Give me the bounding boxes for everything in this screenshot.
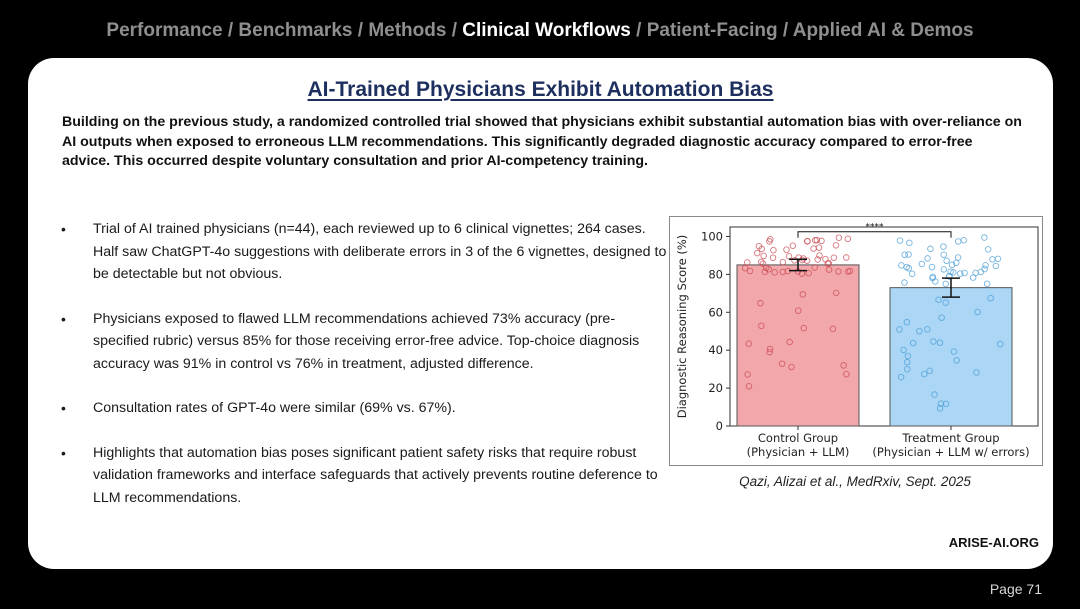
y-tick-label: 100 [701,229,723,244]
data-point [902,252,908,258]
bullet-text: Physicians exposed to flawed LLM recommendations achieved 73% accuracy (pre-specified rubric) versus 85% for those receiving error-free advice. Top-choice diagnosis accuracy was 91% in control vs 76% in treatment, adjusted difference. [93,310,640,372]
data-point [985,247,991,253]
data-point [919,261,925,267]
x-tick-label: Treatment Group [902,431,1000,445]
data-point [941,252,947,258]
nav-item-benchmarks[interactable]: Benchmarks [238,20,353,41]
data-point [816,245,822,251]
data-point [909,271,915,277]
data-point [925,256,931,262]
bullet-marker: • [61,444,66,461]
bullet-list [61,218,671,531]
chart-svg [670,217,1042,465]
bullet-text: Highlights that automation bias poses significant patient safety risks that require robust validation frameworks and interface safeguards that actively prevents routine deference to LLM recommendations. [93,444,658,506]
nav-separator: / [777,20,793,41]
data-point [993,263,999,269]
data-point [907,240,913,246]
data-point [836,235,842,241]
data-point [804,239,810,245]
slide-title: AI-Trained Physicians Exhibit Automation Bias [307,78,774,101]
data-point [944,258,950,264]
citation: Qazi, Alizai et al., MedRxiv, Sept. 2025 [739,474,971,489]
bullet-item [61,442,671,510]
data-point [943,281,949,287]
bullet-item [61,218,671,286]
data-point [982,235,988,241]
data-point [929,264,935,270]
bullet-item [61,308,671,376]
nav-item-methods[interactable]: Methods [368,20,447,41]
data-point [941,267,947,273]
data-point [786,253,792,259]
bullet-marker: • [61,221,66,237]
nav-item-applied-ai-demos[interactable]: Applied AI & Demos [792,20,974,41]
data-point [754,250,760,256]
data-point [955,255,961,261]
bar-treatment [890,288,1012,426]
y-tick-label: 40 [708,343,723,358]
data-point [983,263,989,269]
nav-separator: / [352,20,369,41]
data-point [995,256,1001,262]
bullet-marker: • [61,400,66,416]
data-point [845,236,851,242]
y-axis-label: Diagnostic Reasoning Score (%) [675,234,689,419]
data-point [761,253,767,259]
data-point [780,259,786,265]
data-point [984,281,990,287]
intro-paragraph: Building on the previous study, a randomized controlled trial showed that physicians exhibit substantial automation bias with over-reliance on AI outputs when exposed to erroneous LLM recommendations. This significantly degraded diagnostic accuracy compared to error-free advice. This occurred despite voluntary consultation and prior AI-competency training. [62,114,1022,169]
data-point [899,263,905,269]
data-point [982,266,988,272]
x-tick-label: (Physician + LLM) [746,445,850,459]
y-tick-label: 20 [708,381,723,396]
data-point [790,243,796,249]
data-point [941,244,947,250]
y-tick-label: 60 [708,305,723,320]
bullet-marker: • [61,310,66,327]
data-point [784,247,790,253]
data-point [928,246,934,252]
breadcrumb-nav [0,20,1080,42]
bullet-text: Trial of AI trained physicians (n=44), each reviewed up to 6 clinical vignettes; 264 cases. Half saw ChatGPT-4o suggestions with deliberate errors in 3 of the 6 vignettes, designed to be detectable but not obvious. [93,221,667,282]
data-point [897,238,903,244]
data-point [831,255,837,261]
nav-separator: / [446,20,463,41]
data-point [844,255,850,261]
slide-card [28,58,1053,569]
data-point [970,275,976,281]
data-point [961,237,967,243]
significance-label: **** [865,222,884,233]
page-number: Page 71 [989,581,1042,597]
x-tick-label: Control Group [757,431,839,445]
y-tick-label: 0 [715,419,723,433]
y-tick-label: 80 [708,267,723,282]
x-tick-label: (Physician + LLM w/ errors) [872,445,1030,459]
data-point [811,246,817,252]
data-point [833,243,839,249]
nav-item-patient-facing[interactable]: Patient-Facing [646,20,778,41]
nav-item-clinical-workflows[interactable]: Clinical Workflows [462,20,631,41]
bullet-text: Consultation rates of GPT-4o were similar (69% vs. 67%). [93,400,456,416]
org-label: ARISE-AI.ORG [948,535,1039,550]
data-point [770,255,776,261]
nav-separator: / [222,20,239,41]
bar-chart [669,216,1043,466]
data-point [955,239,961,245]
bar-control [737,265,859,426]
data-point [771,247,777,253]
data-point [978,269,984,275]
nav-item-performance[interactable]: Performance [106,20,223,41]
data-point [990,257,996,263]
data-point [792,258,798,264]
data-point [902,280,908,286]
bullet-item [61,397,671,420]
nav-separator: / [630,20,647,41]
